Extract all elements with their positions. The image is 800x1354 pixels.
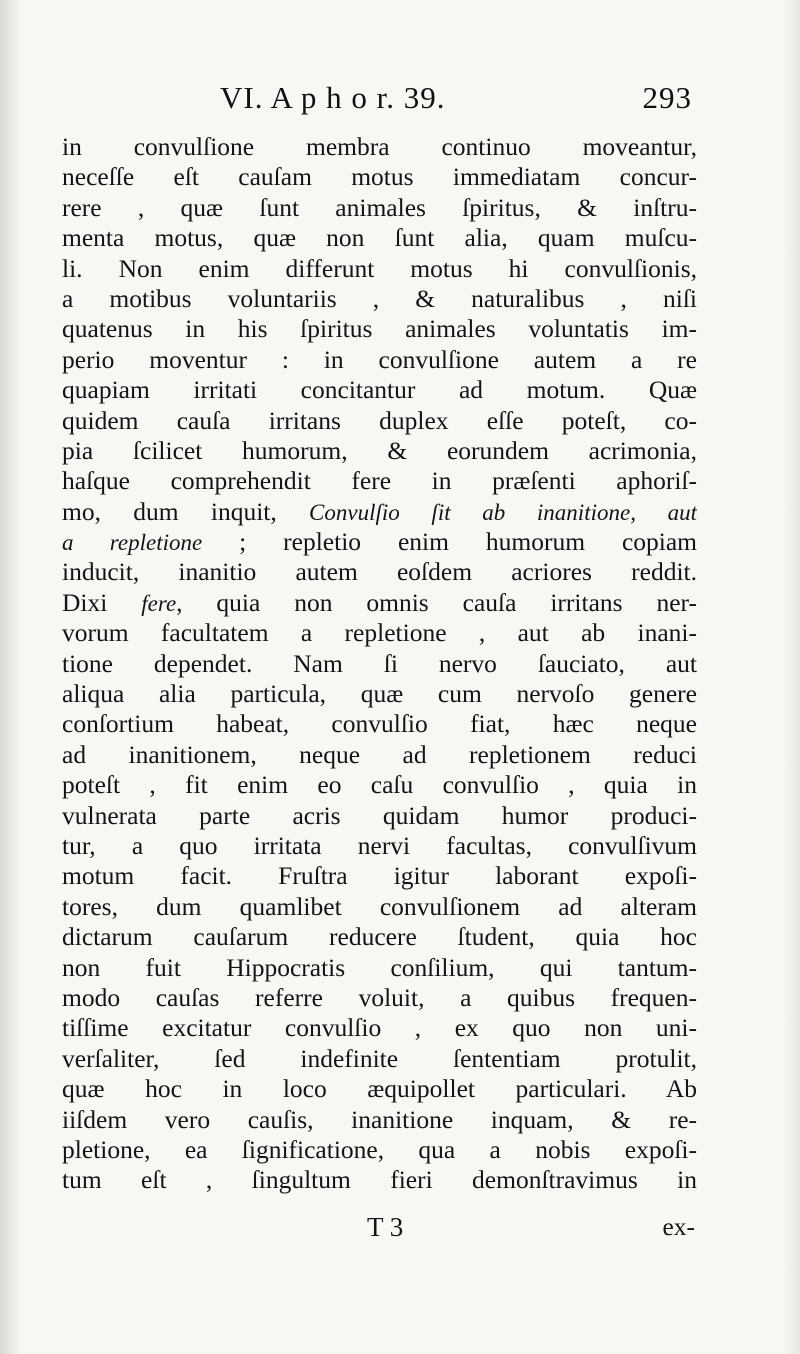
body-text: [62, 132, 697, 1196]
text-line: rere , quæ ſunt animales ſpiritus, & inſtru-: [62, 192, 697, 222]
text-line: tur, a quo irritata nervi facultas, convulſivum: [62, 830, 697, 860]
text-line: pletione, ea ſignificatione, qua a nobis expoſi-: [62, 1134, 697, 1164]
running-head-title: VI. A p h o r. 39.: [220, 80, 446, 115]
text-line: tores, dum quamlibet convulſionem ad alteram: [62, 891, 697, 921]
text-line: tione dependet. Nam ſi nervo ſauciato, aut: [62, 648, 697, 678]
text-segment: , quia non omnis cauſa irritans ner-: [176, 587, 697, 617]
text-line: non fuit Hippocratis conſilium, qui tantum-: [62, 952, 697, 982]
running-head: [60, 80, 690, 120]
text-line: aliqua alia particula, quæ cum nervoſo genere: [62, 679, 697, 709]
italic-word: fere: [141, 590, 177, 616]
text-line: dictarum cauſarum reducere ſtudent, quia hoc: [62, 922, 697, 952]
text-line: quæ hoc in loco æquipollet particulari. Ab: [62, 1074, 697, 1104]
text-line: li. Non enim differunt motus hi convulſionis,: [62, 253, 697, 283]
text-segment: ; repletio enim humorum copiam: [239, 527, 697, 557]
text-line: quatenus in his ſpiritus animales voluntatis im-: [62, 314, 697, 344]
text-line: tum eſt , ſingultum fieri demonſtravimus in: [62, 1165, 697, 1195]
text-line: menta motus, quæ non ſunt alia, quam muſcu-: [62, 223, 697, 253]
text-line: poteſt , fit enim eo caſu convulſio , quia in: [62, 770, 697, 800]
text-line: [62, 527, 697, 557]
text-line: ad inanitionem, neque ad repletionem reduci: [62, 739, 697, 769]
text-line: [62, 588, 697, 618]
text-line: pia ſcilicet humorum, & eorundem acrimonia,: [62, 435, 697, 465]
text-line: iiſdem vero cauſis, inanitione inquam, & re-: [62, 1104, 697, 1134]
italic-quote: Convulſio ſit ab inanitione, aut: [309, 499, 697, 525]
text-line: quidem cauſa irritans duplex eſſe poteſt, co-: [62, 405, 697, 435]
text-segment: mo, dum inquit,: [62, 496, 277, 526]
text-line: neceſſe eſt cauſam motus immediatam concur-: [62, 162, 697, 192]
text-line: [62, 497, 697, 527]
text-line: vulnerata parte acris quidam humor produci-: [62, 800, 697, 830]
text-line: vorum facultatem a repletione , aut ab inani-: [62, 618, 697, 648]
italic-quote: a repletione: [62, 530, 203, 556]
text-line: quapiam irritati concitantur ad motum. Quæ: [62, 375, 697, 405]
text-line: a motibus voluntariis , & naturalibus , niſi: [62, 283, 697, 313]
catchword: ex-: [662, 1212, 695, 1241]
text-line: conſortium habeat, convulſio fiat, hæc neque: [62, 709, 697, 739]
page-footer: [62, 1212, 697, 1246]
text-line: verſaliter, ſed indefinite ſententiam protulit,: [62, 1043, 697, 1073]
text-line: inducit, inanitio autem eoſdem acriores reddit.: [62, 557, 697, 587]
text-line: motum facit. Fruſtra igitur laborant expoſi-: [62, 861, 697, 891]
text-segment: Dixi: [62, 587, 108, 617]
page-number: 293: [642, 80, 692, 115]
text-line: tiſſime excitatur convulſio , ex quo non uni-: [62, 1013, 697, 1043]
text-line: modo cauſas referre voluit, a quibus frequen-: [62, 982, 697, 1012]
text-line: haſque comprehendit fere in præſenti aphoriſ-: [62, 466, 697, 496]
signature-mark: T 3: [367, 1212, 404, 1242]
text-line: in convulſione membra continuo moveantur,: [62, 132, 697, 161]
text-line: perio moventur : in convulſione autem a re: [62, 344, 697, 374]
